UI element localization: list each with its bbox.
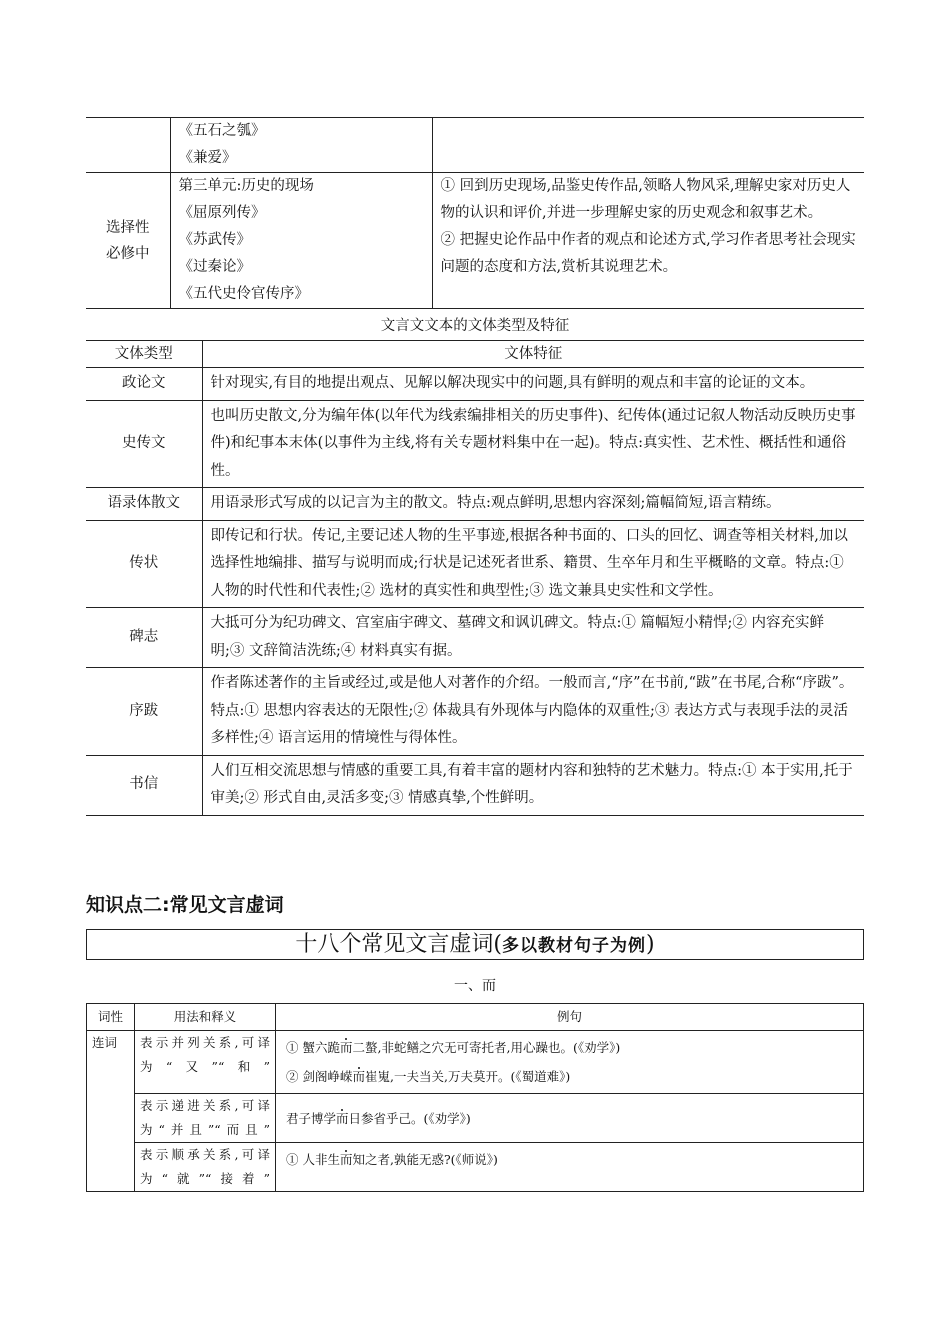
example-sentence: ① 蟹六跪而二螯,非蛇鳝之穴无可寄托者,用心躁也。(《劝学》): [286, 1040, 621, 1055]
text-title: 《屈原列传》: [178, 205, 266, 221]
text-title: 《五代史伶官传序》: [178, 286, 309, 302]
genre-type: 史传文: [86, 400, 202, 488]
genre-feature: 大抵可分为纪功碑文、宫室庙宇碑文、墓碑文和讽讥碑文。特点:① 篇幅短小精悍;② 内容充实鲜明;③ 文辞简洁洗练;④ 材料真实有据。: [202, 608, 864, 668]
header-feature: 文体特征: [202, 341, 864, 368]
genre-type: 传状: [86, 520, 202, 608]
genre-type: 序跋: [86, 668, 202, 756]
texts-cell: [170, 173, 432, 309]
table-header-row: [86, 341, 864, 368]
table-row: [86, 118, 864, 173]
table-row: [86, 668, 864, 756]
genre-feature: 针对现实,有目的地提出观点、见解以解决现实中的问题,具有鲜明的观点和丰富的论证的文本。: [202, 368, 864, 401]
example-sentence: ① 人非生而知之者,孰能无惑?(《师说》): [286, 1152, 498, 1167]
table-row: [86, 488, 864, 521]
box-title-sub: 多以教材句子为例: [502, 936, 646, 956]
example-cell: [276, 1143, 864, 1192]
genre-feature: 人们互相交流思想与情感的重要工具,有着丰富的题材内容和独特的艺术魅力。特点:① 本于实用,托于审美;② 形式自由,灵活多变;③ 情感真挚,个性鲜明。: [202, 755, 864, 815]
text-title: 《五石之瓠》: [178, 123, 266, 139]
genre-type: 碑志: [86, 608, 202, 668]
table-row: [86, 608, 864, 668]
unit-title: 第三单元:历史的现场: [178, 178, 314, 194]
genre-table-title: 文言文文本的文体类型及特征: [380, 318, 570, 334]
table-row: [86, 173, 864, 309]
function-word-table: [86, 1003, 864, 1192]
table-row: [87, 1094, 864, 1143]
emphasis-mark: 而: [339, 1152, 353, 1167]
pos-cell: 连词: [87, 1031, 135, 1192]
text-title: 《兼爱》: [178, 150, 237, 166]
goals-cell: [432, 173, 864, 309]
genre-feature: 即传记和行状。传记,主要记述人物的生平事迹,根据各种书面的、口头的回忆、调查等相关材料,加以选择性地编排、描写与说明而成;行状是记述死者世系、籍贯、生卒年月和生平概略的文章。特点:① 人物的时代性和代表性;② 选材的真实性和典型性;③ 选文兼具史实性和文学性。: [202, 520, 864, 608]
emphasis-mark: 而: [336, 1110, 349, 1126]
box-title-main: 十八个常见文言虚词(: [295, 932, 502, 957]
table-row: [86, 755, 864, 815]
section-heading: 知识点二:常见文言虚词: [86, 894, 284, 916]
curriculum-table: [86, 117, 864, 309]
genre-feature: 用语录形式写成的以记言为主的散文。特点:观点鲜明,思想内容深刻;篇幅简短,语言精练。: [202, 488, 864, 521]
genre-feature: 也叫历史散文,分为编年体(以年代为线索编排相关的历史事件)、纪传体(通过记叙人物活动反映历史事件)和纪事本末体(以事件为主线,将有关专题材料集中在一起)。特点:真实性、艺术性、概括性和通俗性。: [202, 400, 864, 488]
box-title-close: ): [646, 932, 655, 957]
emphasis-mark: 而: [352, 1069, 365, 1084]
category-cell: [86, 118, 170, 173]
example-cell: [276, 1031, 864, 1094]
usage-cell: 表示递进关系,可译为“并且”“而且”: [135, 1094, 276, 1143]
category-cell: [86, 173, 170, 309]
text-title: 《过秦论》: [178, 259, 251, 275]
table-row: [87, 1031, 864, 1094]
subsection-title: 一、而: [454, 978, 496, 994]
usage-cell: 表示顺承关系,可译为“就”“接着”: [135, 1143, 276, 1192]
goal-text: ① 回到历史现场,品鉴史传作品,领略人物风采,理解史家对历史人物的认识和评价,并进一步理解史家的历史观念和叙事艺术。: [440, 178, 851, 221]
text-title: 《苏武传》: [178, 232, 251, 248]
genre-table: [86, 340, 864, 816]
genre-type: 书信: [86, 755, 202, 815]
goals-cell: [432, 118, 864, 173]
table-header-row: [87, 1004, 864, 1031]
table-row: [86, 368, 864, 401]
texts-cell: [170, 118, 432, 173]
header-type: 文体类型: [86, 341, 202, 368]
goal-text: ② 把握史论作品中作者的观点和论述方式,学习作者思考社会现实问题的态度和方法,赏析其说理艺术。: [440, 232, 856, 275]
category-label: 选择性: [106, 219, 150, 236]
genre-type: 语录体散文: [86, 488, 202, 521]
emphasis-mark: 而: [339, 1040, 353, 1055]
header-pos: 词性: [87, 1004, 135, 1031]
header-example: 例句: [276, 1004, 864, 1031]
table-row: [86, 520, 864, 608]
genre-feature: 作者陈述著作的主旨或经过,或是他人对著作的介绍。一般而言,“序”在书前,“跋”在书尾,合称“序跋”。特点:① 思想内容表达的无限性;② 体裁具有外现体与内隐体的双重性;③ 表达方式与表现手法的灵活多样性;④ 语言运用的情境性与得体性。: [202, 668, 864, 756]
box-title: [86, 929, 864, 960]
category-label: 必修中: [106, 245, 150, 262]
table-row: [86, 400, 864, 488]
usage-cell: 表示并列关系,可译为“又”“和”: [135, 1031, 276, 1094]
genre-type: 政论文: [86, 368, 202, 401]
example-cell: [276, 1094, 864, 1143]
example-sentence: ② 剑阁峥嵘而崔嵬,一夫当关,万夫莫开。(《蜀道难》): [286, 1069, 571, 1084]
example-sentence: 君子博学而日参省乎己。(《劝学》): [286, 1110, 471, 1126]
header-usage: 用法和释义: [135, 1004, 276, 1031]
table-row: [87, 1143, 864, 1192]
